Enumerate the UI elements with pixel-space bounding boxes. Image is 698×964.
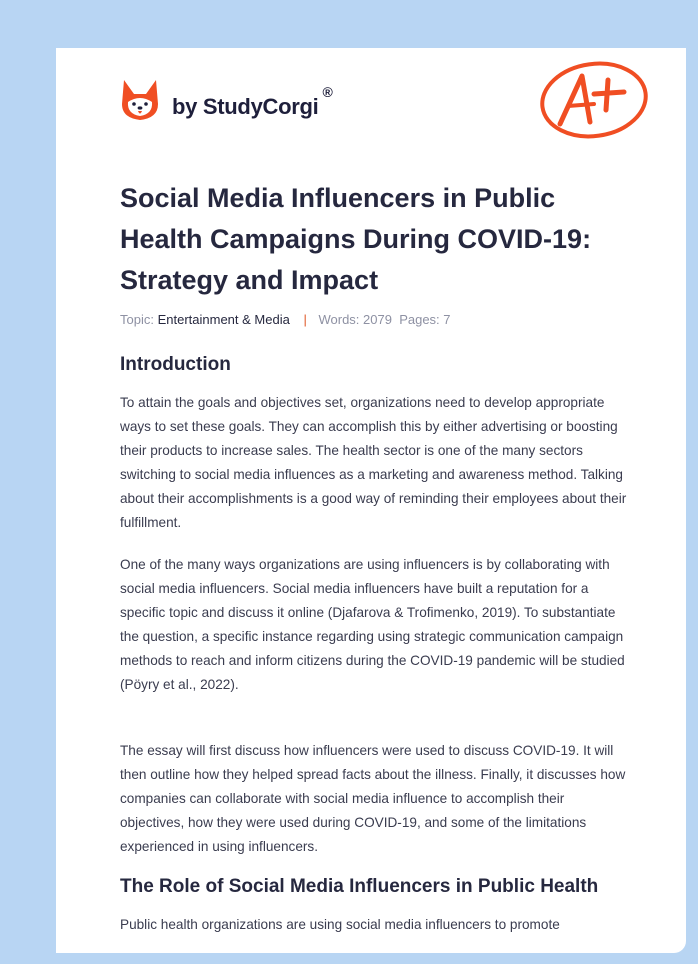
page-title: Social Media Influencers in Public Health Campaigns During COVID-19: Strategy and Impact [120,183,592,295]
topic-link[interactable]: Entertainment & Media [157,312,290,327]
pages-label: Pages: [399,312,440,327]
words-count: 2079 [363,312,392,327]
paragraph: Public health organizations are using social media influencers to promote [120,917,560,932]
paragraph: To attain the goals and objectives set, organizations need to develop appropriate ways to set these goals. They can accomplish this by either advertising or boosting their products to increase sales. The health sector is one of the many sectors switching to social media influences as a marketing and awareness method. Talking about their accomplishments is a good way of reminding their employees about their fulfillment. [120,395,627,530]
document-card [56,48,686,953]
grade-badge [538,58,650,147]
corgi-icon [120,78,160,122]
words-label: Words: [318,312,360,327]
studycorgi-logo[interactable] [120,76,332,124]
a-plus-icon [538,58,650,142]
meta-separator: | [303,312,307,327]
brand-name: by StudyCorgi® [172,84,333,119]
paragraph: One of the many ways organizations are using influencers is by collaborating with social media influencers. Social media influencers have built a reputation for a specific topic and discuss it online (Djafarova & Trofimenko, 2019). To substantiate the question, a specific instance regarding using strategic communication campaign methods to reach and inform citizens during the COVID-19 pandemic will be studied (Pöyry et al., 2022). [120,557,625,692]
pages-count: 7 [443,312,451,327]
topic-label: Topic: [120,312,154,327]
article-meta [120,312,451,327]
section-heading-introduction: Introduction [120,354,231,375]
section-heading-role-of-influencers: The Role of Social Media Influencers in Public Health [120,876,599,897]
paragraph: The essay will first discuss how influencers were used to discuss COVID-19. It will then outline how they helped spread facts about the illness. Finally, it discusses how companies can collaborate with social media influence to accomplish their objectives, how they were used during COVID-19, and some of the limitations experienced in using influencers. [120,743,626,854]
